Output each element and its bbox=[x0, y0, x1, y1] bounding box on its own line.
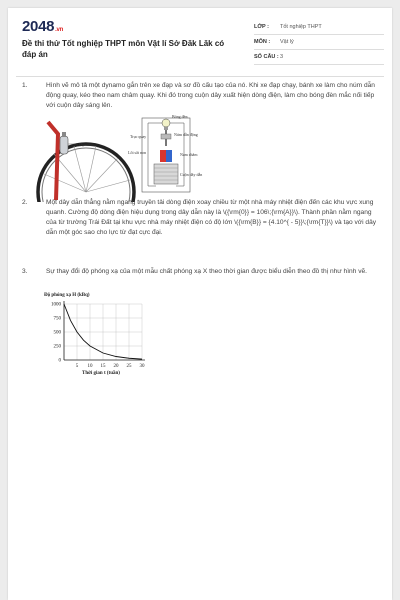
question-3 bbox=[22, 267, 382, 277]
label-knob: Núm dẫn động bbox=[174, 132, 198, 137]
logo-main: 2048 bbox=[22, 18, 55, 35]
meta-key: SỐ CÂU : bbox=[254, 54, 279, 60]
meta-row-subject bbox=[254, 35, 384, 50]
meta-value: 3 bbox=[280, 54, 284, 60]
label-magnet: Nam châm bbox=[180, 152, 198, 157]
x-tick-label: 20 bbox=[113, 364, 119, 369]
y-tick-label: 500 bbox=[53, 330, 61, 336]
question-text: Một dây dẫn thẳng nằm ngang truyền tải dòng điện xoay chiều từ một nhà máy nhiệt điện đến các khu vực xung quanh. Cường độ dòng điện hiệu dụng trong dây dẫn này là \({\rm{0}} = 106\;{\rm{A}}\). Thành phần nằm ngang của từ trường Trái Đất tại khu vực nhà máy nhiệt điện có độ lớn \({\rm{B}} = {4.10^{ - 5}}\;{\rm{T}}\) và tạo với dây dẫn một góc sao cho lực từ đạt cực đại. bbox=[46, 199, 377, 236]
chart-ylabel: Độ phóng xạ H (kBq) bbox=[44, 293, 90, 298]
question-1 bbox=[22, 81, 382, 111]
label-coil: Cuộn dây dẫn bbox=[180, 172, 203, 177]
x-tick-label: 30 bbox=[139, 364, 145, 369]
label-shaft: Trục quay bbox=[130, 134, 147, 139]
decay-chart bbox=[34, 288, 152, 378]
logo-suffix: .vn bbox=[55, 27, 63, 33]
meta-value: Tốt nghiệp THPT bbox=[280, 24, 322, 30]
metadata-table bbox=[254, 20, 384, 65]
x-tick-label: 5 bbox=[75, 364, 79, 369]
knob-icon bbox=[161, 134, 171, 139]
x-tick-label: 15 bbox=[100, 364, 106, 369]
meta-key: MÔN : bbox=[254, 39, 271, 45]
question-text: Sự thay đổi độ phóng xạ của một mẫu chất phóng xạ X theo thời gian được biểu diễn theo đồ thị như hình vẽ. bbox=[46, 268, 368, 275]
label-core: Lõi sắt non bbox=[128, 150, 146, 155]
x-tick-label: 10 bbox=[87, 364, 93, 369]
meta-row-class bbox=[254, 20, 384, 35]
meta-row-count bbox=[254, 50, 384, 65]
coil-icon bbox=[154, 164, 178, 184]
question-number: 1. bbox=[22, 82, 28, 89]
chart-xlabel: Thời gian t (tuần) bbox=[82, 371, 120, 376]
meta-key: LỚP : bbox=[254, 24, 269, 30]
site-logo[interactable] bbox=[22, 18, 63, 35]
question-text: Hình vẽ mô tả một dynamo gắn trên xe đạp và sơ đồ cấu tạo của nó. Khi xe đạp chạy, bánh xe làm cho núm dẫn động quay, kéo theo nam châm quay. Khi đó trong cuộn dây xuất hiện dòng điện, làm cho bóng đèn mắc nối tiếp với cuộn dây sáng lên. bbox=[46, 82, 375, 109]
label-dynamo: Dynamo bbox=[79, 142, 95, 147]
y-tick-label: 750 bbox=[53, 316, 61, 322]
y-tick-label: 0 bbox=[58, 358, 61, 364]
label-lamp: Bóng đèn bbox=[172, 114, 188, 119]
dynamo-figure bbox=[34, 114, 220, 202]
question-2 bbox=[22, 198, 382, 238]
y-tick-label: 1000 bbox=[51, 302, 61, 308]
x-tick-label: 25 bbox=[126, 364, 132, 369]
question-number: 2. bbox=[22, 199, 28, 206]
dynamo-device bbox=[60, 132, 68, 154]
header-divider bbox=[16, 76, 384, 77]
magnet-icon bbox=[160, 150, 172, 162]
bicycle-wheel bbox=[38, 144, 134, 202]
y-tick-label: 250 bbox=[53, 344, 61, 350]
question-number: 3. bbox=[22, 268, 28, 275]
document-page bbox=[8, 8, 392, 600]
meta-value: Vật lý bbox=[280, 39, 294, 45]
document-title: Đề thi thử Tốt nghiệp THPT môn Vật lí Sở Đăk Lăk có đáp án bbox=[22, 39, 225, 59]
